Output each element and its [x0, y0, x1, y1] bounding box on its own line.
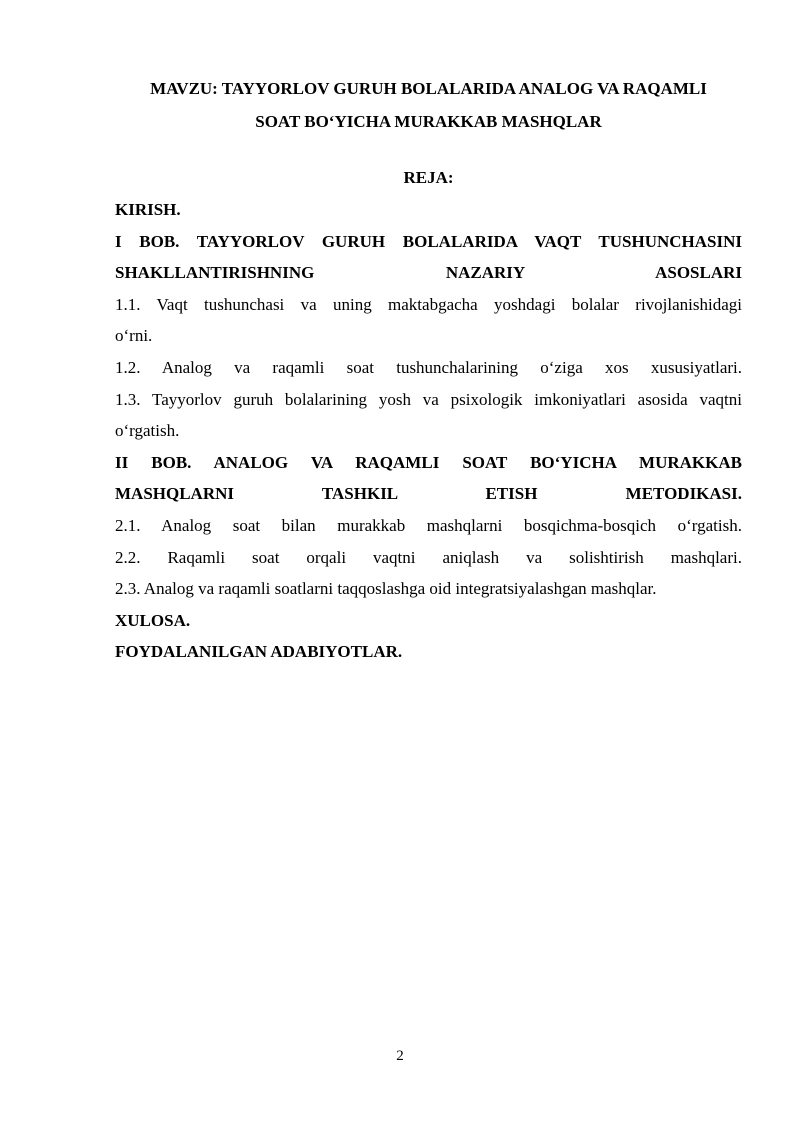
title-line-1: MAVZU: TAYYORLOV GURUH BOLALARIDA ANALOG VA RAQAMLI [150, 79, 707, 98]
intro-heading: KIRISH. [115, 200, 181, 219]
document-title [115, 72, 742, 138]
title-line-2: SOAT BO‘YICHA MURAKKAB MASHQLAR [255, 112, 602, 131]
references-heading: FOYDALANILGAN ADABIYOTLAR. [115, 642, 403, 662]
conclusion-heading: XULOSA. [115, 610, 191, 630]
chapter1-title-line-2: SHAKLLANTIRISHNING NAZARIY ASOSLARI [115, 263, 742, 283]
chapter2-title-line-1: II BOB. ANALOG VA RAQAMLI SOAT BO‘YICHA MURAKKAB [115, 452, 742, 472]
section-1-3-line-2: o‘rgatish. [115, 421, 180, 441]
plan-heading: REJA: [403, 168, 454, 187]
section-1-2: 1.2. Analog va raqamli soat tushunchalarining o‘ziga xos xususiyatlari. [115, 357, 742, 377]
section-2-2: 2.2. Raqamli soat orqali vaqtni aniqlash va solishtirish mashqlari. [115, 547, 742, 567]
section-2-1: 2.1. Analog soat bilan murakkab mashqlarni bosqichma-bosqich o‘rgatish. [115, 515, 742, 535]
chapter1-title-line-1: I BOB. TAYYORLOV GURUH BOLALARIDA VAQT TUSHUNCHASINI [115, 231, 742, 251]
section-2-3: 2.3. Analog va raqamli soatlarni taqqoslashga oid integratsiyalashgan mashqlar. [115, 579, 657, 599]
document-page [115, 72, 742, 668]
page-number: 2 [396, 1048, 404, 1064]
section-1-1-line-2: o‘rni. [115, 326, 153, 346]
section-1-3-line-1: 1.3. Tayyorlov guruh bolalarining yosh va psixologik imkoniyatlari asosida vaqtni [115, 389, 742, 409]
section-1-1-line-1: 1.1. Vaqt tushunchasi va uning maktabgacha yoshdagi bolalar rivojlanishidagi [115, 294, 742, 314]
chapter2-title-line-2: MASHQLARNI TASHKIL ETISH METODIKASI. [115, 484, 742, 504]
